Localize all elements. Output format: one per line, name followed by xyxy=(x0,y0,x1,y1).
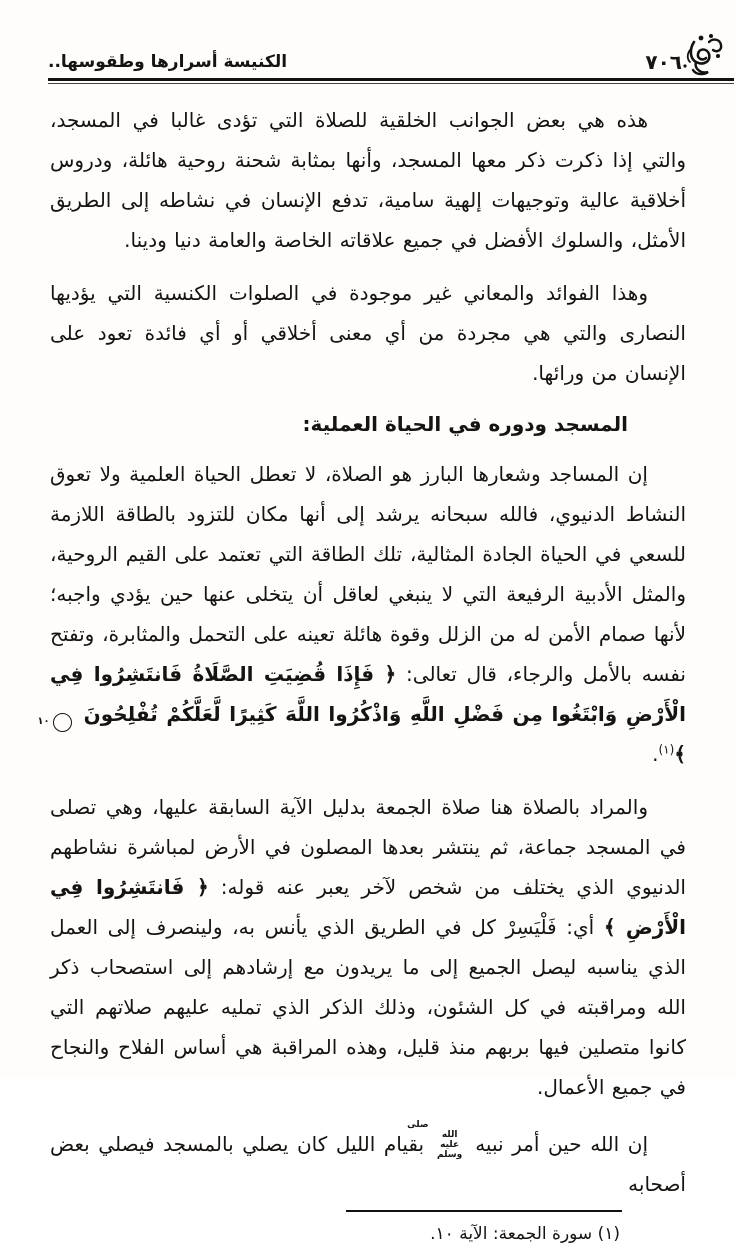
paragraph-3-text: إن المساجد وشعارها البارز هو الصلاة، لا تعطل الحياة العلمية ولا تعوق النشاط الدنيوي، فالله سبحانه يرشد إلى أنها مكان للتزود بالطاقة اللازمة للسعي في الحياة الجادة المثالية، تلك الطاقة التي تعتمد على القيم الروحية، والمثل الأدبية الرفيعة التي لا ينبغي لعاقل أن يتخلى عنها حين يؤدي واجبه؛ لأنها صمام الأمن له من الزلل وقوة هائلة تعينه على التحمل والمثابرة، وتفتح نفسه بالأمل والرجاء، قال تعالى: xyxy=(50,462,686,686)
paragraph-4-text-1: والمراد بالصلاة هنا صلاة الجمعة بدليل الآية السابقة عليها، وهي تصلى في المسجد جماعة، ثم ينتشر بعدها المصلون في الأرض لمباشرة نشاطهم الدنيوي الذي يختلف من شخص لآخر يعبر عنه قوله: xyxy=(50,795,686,899)
paragraph-4 xyxy=(50,787,686,1107)
paragraph-5-text-2: بقيام الليل كان يصلي بالمسجد فيصلي بعض أصحابه xyxy=(50,1132,686,1196)
sentence-period: . xyxy=(652,742,659,766)
paragraph-2 xyxy=(50,273,686,393)
salla-ligature: صلى الله عليه وسلم xyxy=(407,1120,463,1160)
paragraph-5 xyxy=(50,1120,686,1204)
quran-verse-close-bracket: ﴾ xyxy=(674,742,686,766)
footnote-text: (١) سورة الجمعة: الآية ١٠. xyxy=(430,1224,620,1244)
paragraph-1-text: هذه هي بعض الجوانب الخلقية للصلاة التي تؤدى غالبا في المسجد، والتي إذا ذكرت ذكر معها المسجد، وأنها بمثابة شحنة روحية هائلة، ودروس أخلاقية عالية وتوجيهات إلهية سامية، تدفع الإنسان في نشاطه إلى الطريق الأمثل، والسلوك الأفضل في جميع علاقاته الخاصة والعامة دنيا ودينا. xyxy=(50,108,686,252)
footnote-reference-marker: (١) xyxy=(658,742,675,757)
section-heading: المسجد ودوره في الحياة العملية: xyxy=(302,412,628,436)
paragraph-1 xyxy=(50,100,686,260)
running-header xyxy=(0,26,736,78)
page-body xyxy=(0,84,736,1247)
footnote-divider xyxy=(346,1210,622,1212)
paragraph-2-text: وهذا الفوائد والمعاني غير موجودة في الصلوات الكنسية التي يؤديها النصارى والتي هي مجردة من أي معنى أخلاقي أو أي فائدة تعود على الإنسان من ورائها. xyxy=(50,281,686,385)
running-header-title: الكنيسة أسرارها وطقوسها.. xyxy=(48,52,288,72)
flourish-ornament-icon xyxy=(680,28,726,80)
quran-verse: ﴿ فَإِذَا قُضِيَتِ الصَّلَاةُ فَانتَشِرُوا فِي الْأَرْضِ وَابْتَغُوا مِن فَضْلِ اللَّهِ وَاذْكُرُوا اللَّهَ كَثِيرًا لَّعَلَّكُمْ تُفْلِحُونَ xyxy=(50,662,686,726)
paragraph-3 xyxy=(37,454,686,774)
paragraph-5-text-1: إن الله حين أمر نبيه xyxy=(466,1132,649,1156)
page-number-area xyxy=(645,50,726,74)
quran-quote-inline: ﴿ فَانتَشِرُوا فِي الْأَرْضِ ﴾ xyxy=(50,875,686,939)
paragraph-4-text-2: أي: فَلْيَسِرْ كل في الطريق الذي يأنس به، ولينصرف إلى العمل الذي يناسبه ليصل الجميع إلى ما يريدون مع إرشادهم إلى استصحاب ذكر الله ومراقبته في كل الشئون، وذلك الذكر الذي تمليه عليهم صلاتهم التي كانوا متصلين فيها بربهم منذ قليل، وهذه المراقبة هي أساس الفلاح والنجاح في جميع الأعمال. xyxy=(50,915,686,1099)
page-number: ٧٠٦ xyxy=(645,50,682,74)
footnote-area xyxy=(50,1210,686,1247)
ayah-number-badge: ١٠ xyxy=(53,713,72,732)
